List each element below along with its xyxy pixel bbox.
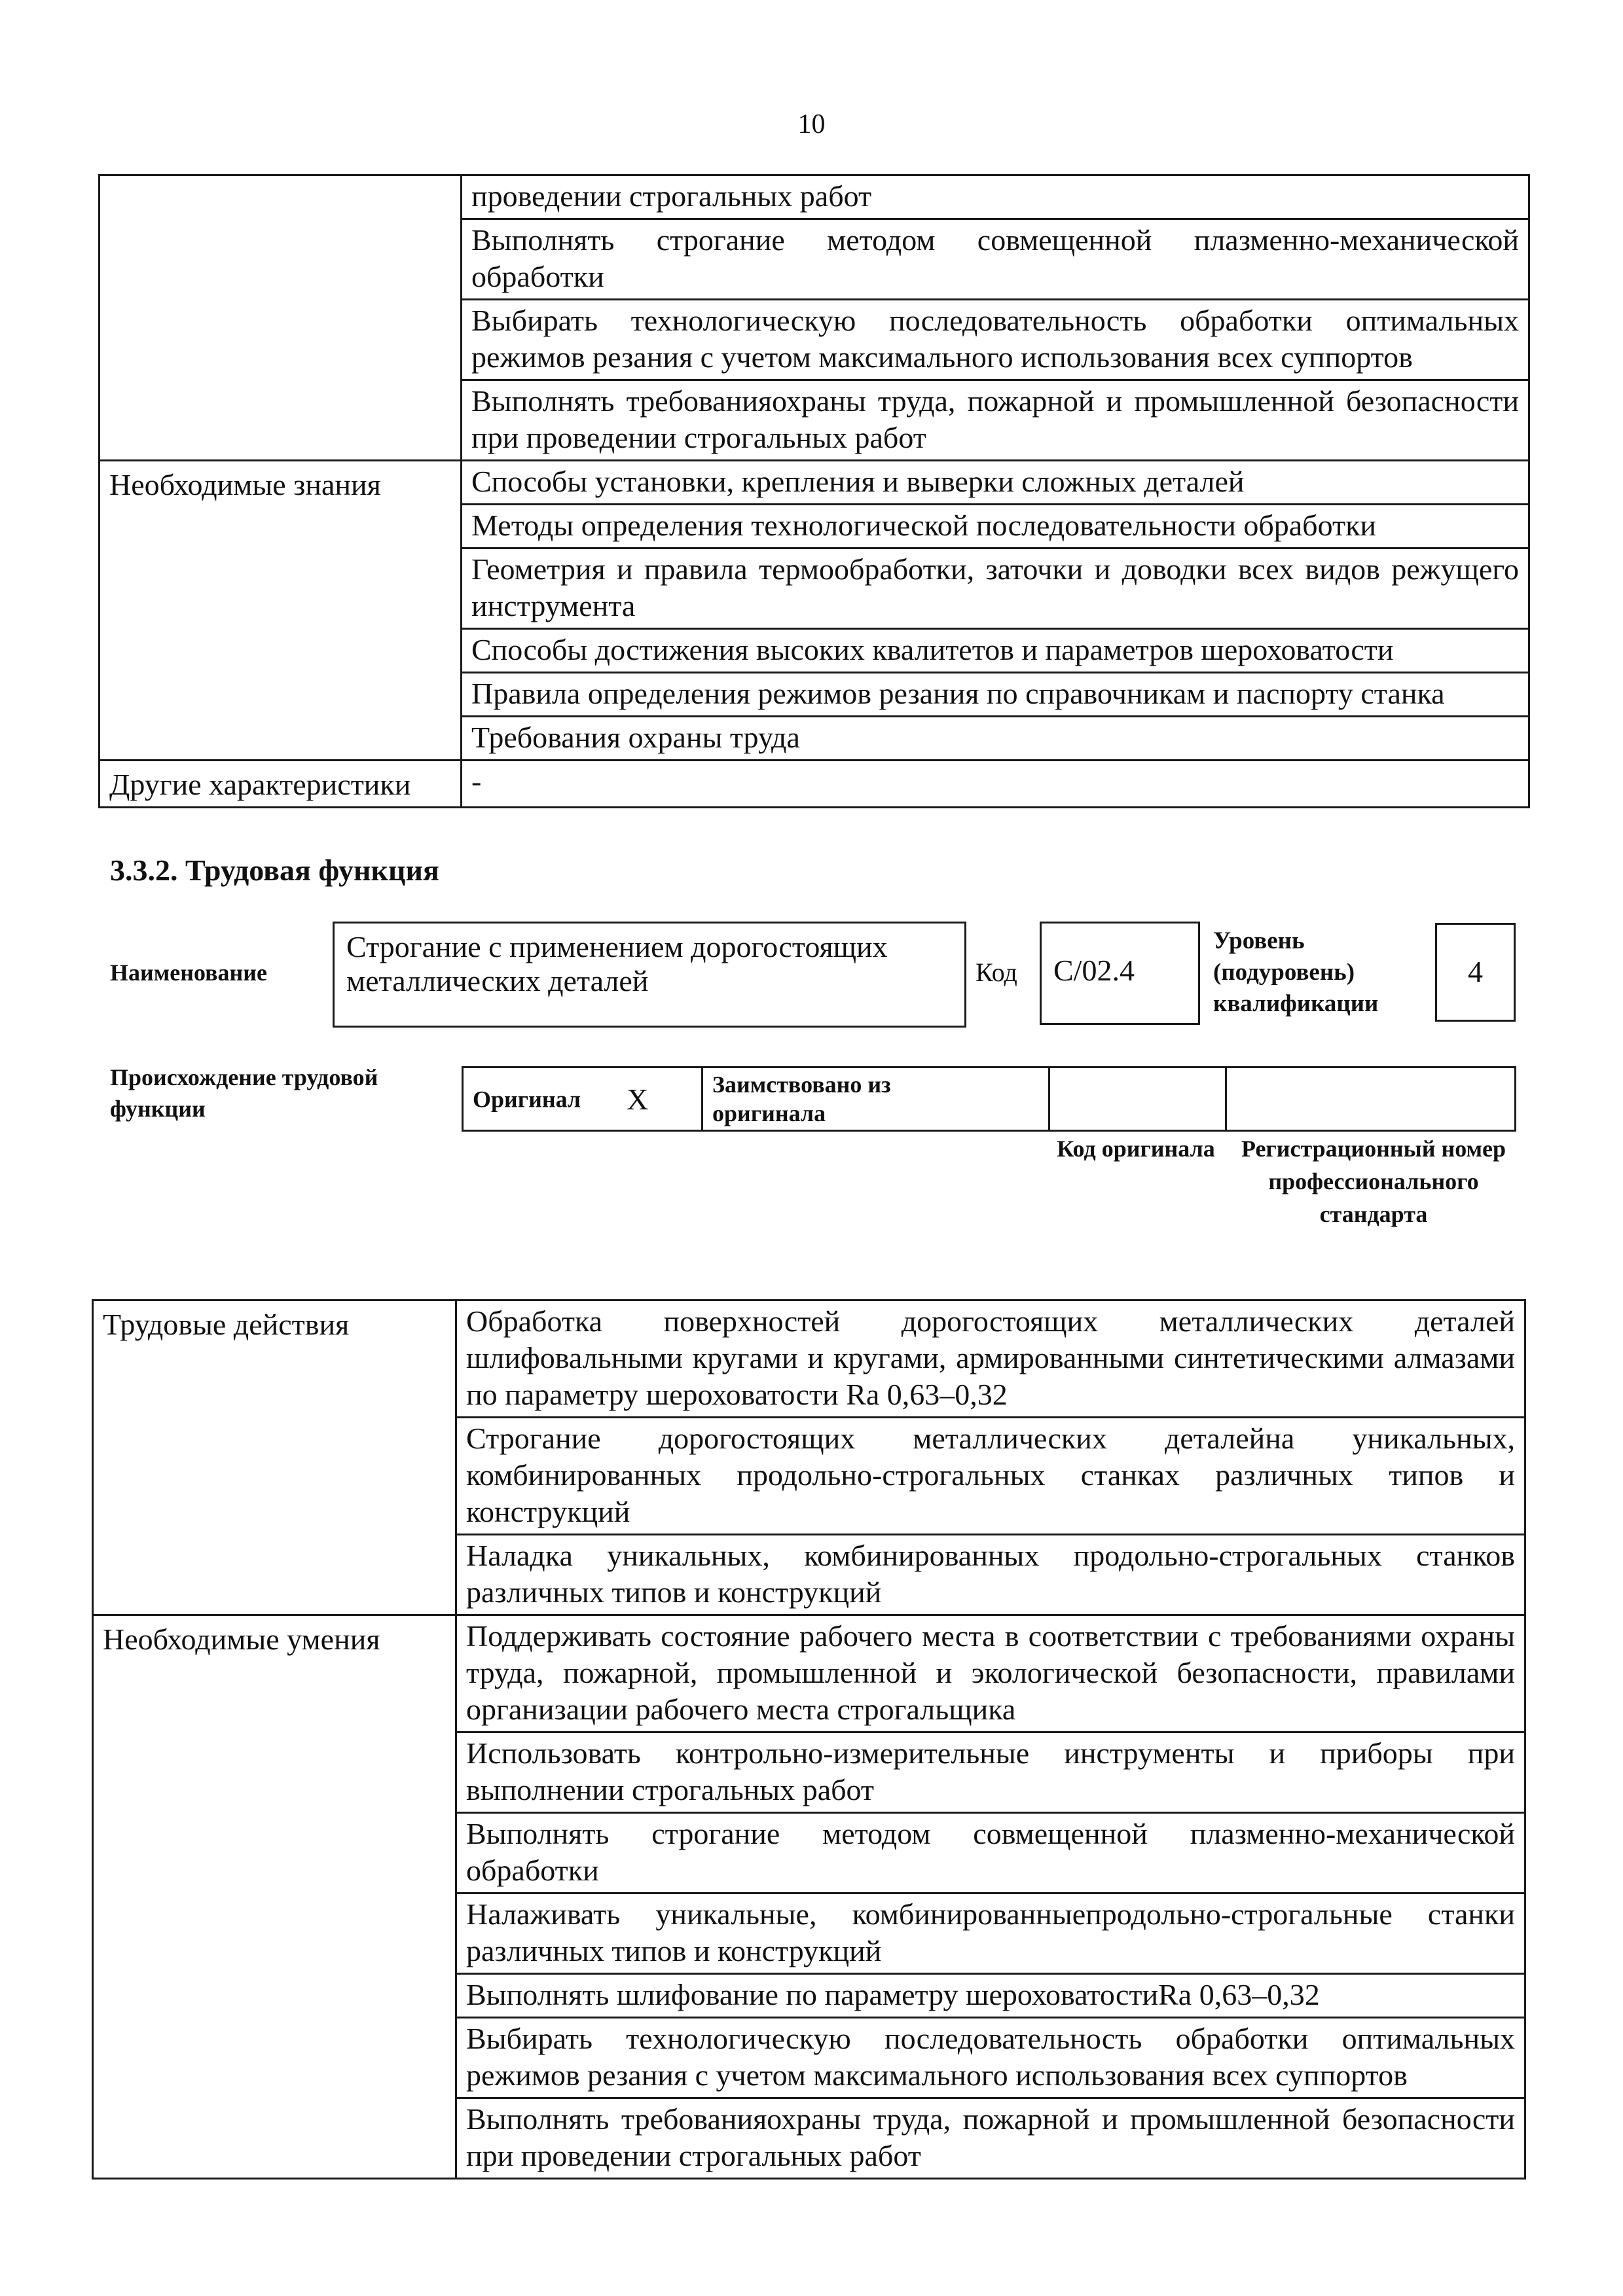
code-original-cell <box>1049 1067 1226 1131</box>
list-item: Выбирать технологическую последовательность обработки оптимальных режимов резания с учетом максимального использования всех суппортов <box>456 2018 1525 2098</box>
list-item: Строгание дорогостоящих металлических деталейна уникальных, комбинированных продольно-строгальных станках различных типов и конструкций <box>456 1418 1525 1535</box>
list-item: Правила определения режимов резания по справочникам и паспорту станка <box>462 673 1529 717</box>
list-item: Выполнять шлифование по параметру шероховатостиRa 0,63–0,32 <box>456 1974 1525 2018</box>
code-label: Код <box>976 958 1017 987</box>
original-mark: X <box>627 1082 649 1116</box>
name-label: Наименование <box>110 960 267 986</box>
table-row <box>100 461 1529 505</box>
list-item: Выбирать технологическую последовательность обработки оптимальных режимов резания с учетом максимального использования всех суппортов <box>462 300 1529 380</box>
list-item: Наладка уникальных, комбинированных продольно-строгальных станков различных типов и конструкций <box>456 1535 1525 1615</box>
continuation-table <box>98 174 1530 808</box>
list-item: проведении строгальных работ <box>462 175 1529 219</box>
list-item: Способы установки, крепления и выверки сложных деталей <box>462 461 1529 505</box>
row-label-knowledge: Необходимые знания <box>100 461 462 761</box>
row-label <box>100 175 462 461</box>
list-item: Выполнять требованияохраны труда, пожарной и промышленной безопасности при проведении строгальных работ <box>462 380 1529 461</box>
list-item: Методы определения технологической последовательности обработки <box>462 505 1529 548</box>
reg-number-cell <box>1226 1067 1516 1131</box>
page-number: 10 <box>797 109 826 139</box>
table-row <box>100 761 1529 808</box>
level-value: 4 <box>1468 955 1483 988</box>
list-item: Выполнять требованияохраны труда, пожарной и промышленной безопасности при проведении строгальных работ <box>456 2098 1525 2179</box>
list-item: Налаживать уникальные, комбинированныепродольно-строгальные станки различных типов и конструкций <box>456 1893 1525 1974</box>
list-item: Требования охраны труда <box>462 717 1529 761</box>
list-item: Выполнять строгание методом совмещенной плазменно-механической обработки <box>456 1813 1525 1893</box>
function-name: Строгание с применением дорогостоящих металлических деталей <box>346 930 888 997</box>
list-item: Использовать контрольно-измерительные инструменты и приборы при выполнении строгальных работ <box>456 1732 1525 1813</box>
row-label-other: Другие характеристики <box>100 761 462 808</box>
borrowed-label: Заимствовано из оригинала <box>712 1071 891 1126</box>
function-table <box>92 1299 1526 2179</box>
level-box <box>1435 923 1516 1022</box>
original-label: Оригинал <box>473 1086 581 1112</box>
list-item: - <box>462 761 1529 808</box>
origin-label: Происхождение трудовой функции <box>110 1064 378 1122</box>
table-row <box>463 1067 1516 1131</box>
list-item: Обработка поверхностей дорогостоящих металлических деталей шлифовальными кругами и кругами, армированными синтетическими алмазами по параметру шероховатости Ra 0,63–0,32 <box>456 1300 1525 1418</box>
row-label-actions: Трудовые действия <box>93 1300 456 1615</box>
list-item: Способы достижения высоких квалитетов и параметров шероховатости <box>462 629 1529 673</box>
list-item: Геометрия и правила термообработки, заточки и доводки всех видов режущего инструмента <box>462 548 1529 629</box>
origin-table <box>462 1066 1516 1132</box>
code-box <box>1040 922 1200 1025</box>
list-item: Выполнять строгание методом совмещенной плазменно-механической обработки <box>462 219 1529 300</box>
original-cell <box>463 1067 702 1131</box>
row-label-skills: Необходимые умения <box>93 1615 456 2179</box>
section-title: 3.3.2. Трудовая функция <box>110 853 439 887</box>
borrowed-cell <box>702 1067 1049 1131</box>
list-item: Поддерживать состояние рабочего места в соответствии с требованиями охраны труда, пожарной, промышленной и экологической безопасности, правилами организации рабочего места строгальщика <box>456 1615 1525 1732</box>
code-value: С/02.4 <box>1053 954 1135 987</box>
table-row <box>93 1300 1525 1418</box>
function-name-box <box>333 922 966 1028</box>
reg-number-label: Регистрационный номер профессионального стандарта <box>1241 1136 1506 1227</box>
code-original-label: Код оригинала <box>1057 1136 1215 1162</box>
level-label: Уровень (подуровень) квалификации <box>1213 927 1379 1017</box>
table-row <box>100 175 1529 219</box>
table-row <box>93 1615 1525 1732</box>
